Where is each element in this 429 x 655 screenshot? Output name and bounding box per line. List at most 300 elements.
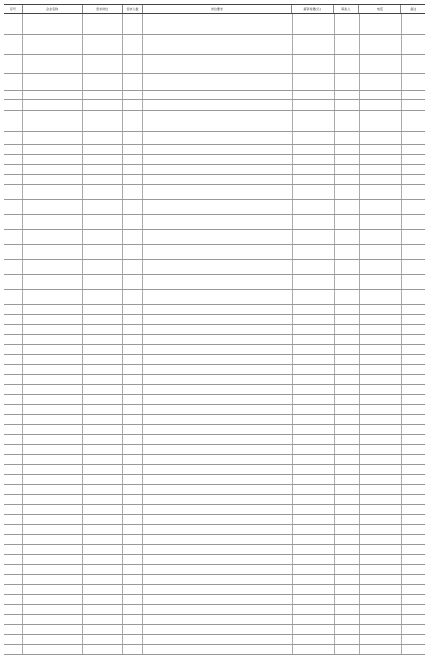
cell-contact [334,215,359,229]
cell-remark [401,455,425,464]
cell-salary [292,555,334,564]
table-row [4,35,425,55]
cell-salary [292,200,334,214]
table-row [4,260,425,275]
cell-no [4,100,22,110]
cell-contact [334,335,359,344]
cell-remark [401,425,425,434]
cell-salary [292,435,334,444]
cell-count [122,455,142,464]
table-row [4,145,425,155]
cell-count [122,405,142,414]
cell-remark [401,375,425,384]
cell-no [4,155,22,164]
cell-salary [292,545,334,554]
cell-company [22,345,82,354]
cell-phone [359,345,401,354]
cell-remark [401,100,425,110]
cell-no [4,375,22,384]
cell-req [142,132,292,144]
cell-no [4,555,22,564]
table-row [4,230,425,245]
cell-contact [334,100,359,110]
cell-company [22,445,82,454]
cell-contact [334,565,359,574]
cell-count [122,445,142,454]
cell-no [4,305,22,314]
cell-company [22,230,82,244]
cell-company [22,585,82,594]
cell-req [142,100,292,110]
cell-company [22,415,82,424]
cell-phone [359,555,401,564]
cell-position [82,275,122,289]
cell-remark [401,35,425,54]
cell-salary [292,100,334,110]
table-row [4,74,425,91]
cell-remark [401,132,425,144]
cell-no [4,260,22,274]
cell-contact [334,165,359,174]
cell-phone [359,185,401,199]
cell-count [122,535,142,544]
table-row [4,14,425,35]
cell-req [142,565,292,574]
cell-no [4,145,22,154]
cell-company [22,55,82,73]
cell-remark [401,111,425,131]
cell-count [122,335,142,344]
cell-phone [359,455,401,464]
cell-req [142,455,292,464]
table-row [4,365,425,375]
cell-remark [401,445,425,454]
cell-remark [401,165,425,174]
cell-company [22,435,82,444]
cell-req [142,645,292,654]
cell-phone [359,215,401,229]
cell-phone [359,335,401,344]
cell-no [4,645,22,654]
cell-remark [401,290,425,304]
cell-remark [401,575,425,584]
cell-company [22,555,82,564]
cell-no [4,495,22,504]
cell-contact [334,535,359,544]
cell-req [142,325,292,334]
cell-remark [401,145,425,154]
cell-req [142,165,292,174]
cell-phone [359,425,401,434]
cell-phone [359,605,401,614]
cell-salary [292,91,334,99]
recruitment-table [4,4,425,596]
cell-no [4,505,22,514]
cell-no [4,165,22,174]
cell-count [122,395,142,404]
cell-salary [292,14,334,34]
cell-company [22,111,82,131]
cell-phone [359,355,401,364]
cell-no [4,315,22,324]
cell-company [22,74,82,90]
cell-company [22,100,82,110]
table-row [4,200,425,215]
cell-remark [401,305,425,314]
header-position: 需求岗位 [82,5,122,13]
cell-position [82,425,122,434]
cell-company [22,375,82,384]
cell-position [82,505,122,514]
table-row [4,375,425,385]
cell-req [142,260,292,274]
cell-position [82,585,122,594]
cell-count [122,325,142,334]
cell-no [4,525,22,534]
cell-company [22,200,82,214]
table-row [4,335,425,345]
cell-req [142,445,292,454]
cell-req [142,395,292,404]
cell-contact [334,525,359,534]
cell-remark [401,91,425,99]
cell-salary [292,230,334,244]
cell-company [22,175,82,184]
cell-company [22,91,82,99]
cell-count [122,100,142,110]
cell-contact [334,555,359,564]
cell-no [4,215,22,229]
cell-contact [334,625,359,634]
cell-no [4,435,22,444]
cell-contact [334,485,359,494]
cell-salary [292,145,334,154]
cell-company [22,215,82,229]
cell-count [122,585,142,594]
table-row [4,445,425,455]
cell-contact [334,385,359,394]
cell-contact [334,395,359,404]
cell-phone [359,175,401,184]
cell-count [122,145,142,154]
cell-req [142,35,292,54]
cell-remark [401,325,425,334]
cell-req [142,405,292,414]
cell-req [142,625,292,634]
cell-req [142,545,292,554]
cell-salary [292,535,334,544]
cell-req [142,375,292,384]
cell-count [122,215,142,229]
cell-req [142,585,292,594]
cell-company [22,335,82,344]
cell-contact [334,375,359,384]
cell-no [4,415,22,424]
cell-salary [292,495,334,504]
cell-salary [292,425,334,434]
cell-remark [401,260,425,274]
cell-req [142,385,292,394]
cell-salary [292,485,334,494]
cell-contact [334,495,359,504]
cell-position [82,395,122,404]
cell-company [22,635,82,644]
cell-contact [334,200,359,214]
cell-salary [292,455,334,464]
cell-no [4,325,22,334]
cell-count [122,155,142,164]
cell-phone [359,35,401,54]
cell-count [122,355,142,364]
cell-req [142,435,292,444]
cell-position [82,385,122,394]
cell-count [122,575,142,584]
cell-no [4,425,22,434]
cell-position [82,175,122,184]
cell-company [22,615,82,624]
cell-position [82,575,122,584]
header-remark: 备注 [400,5,425,13]
cell-company [22,465,82,474]
cell-position [82,290,122,304]
table-row [4,355,425,365]
cell-no [4,445,22,454]
cell-company [22,325,82,334]
cell-count [122,55,142,73]
cell-position [82,615,122,624]
cell-no [4,230,22,244]
cell-remark [401,645,425,654]
cell-company [22,455,82,464]
cell-no [4,55,22,73]
cell-count [122,132,142,144]
cell-phone [359,14,401,34]
cell-count [122,165,142,174]
cell-no [4,185,22,199]
cell-salary [292,615,334,624]
cell-salary [292,365,334,374]
cell-phone [359,505,401,514]
cell-req [142,111,292,131]
cell-salary [292,260,334,274]
cell-no [4,615,22,624]
cell-phone [359,475,401,484]
cell-remark [401,565,425,574]
cell-req [142,515,292,524]
cell-req [142,315,292,324]
cell-contact [334,405,359,414]
cell-company [22,365,82,374]
header-contact: 联系人 [333,5,359,13]
cell-contact [334,132,359,144]
cell-salary [292,165,334,174]
cell-no [4,175,22,184]
cell-position [82,345,122,354]
cell-company [22,385,82,394]
cell-no [4,132,22,144]
cell-remark [401,385,425,394]
table-header [4,4,425,14]
cell-remark [401,365,425,374]
cell-contact [334,275,359,289]
table-body [4,14,425,655]
cell-no [4,74,22,90]
cell-req [142,485,292,494]
cell-salary [292,325,334,334]
table-row [4,215,425,230]
cell-phone [359,55,401,73]
cell-phone [359,445,401,454]
cell-remark [401,185,425,199]
table-row [4,165,425,175]
cell-position [82,111,122,131]
table-row [4,535,425,545]
cell-contact [334,185,359,199]
cell-remark [401,635,425,644]
cell-contact [334,605,359,614]
cell-remark [401,345,425,354]
cell-company [22,605,82,614]
cell-position [82,605,122,614]
cell-phone [359,525,401,534]
table-row [4,585,425,595]
cell-remark [401,555,425,564]
cell-company [22,245,82,259]
cell-company [22,275,82,289]
cell-req [142,575,292,584]
cell-remark [401,605,425,614]
cell-position [82,405,122,414]
cell-contact [334,545,359,554]
cell-remark [401,200,425,214]
table-row [4,55,425,74]
cell-salary [292,385,334,394]
cell-phone [359,275,401,289]
table-row [4,185,425,200]
table-row [4,435,425,445]
cell-salary [292,111,334,131]
cell-no [4,385,22,394]
header-count: 需求人数 [122,5,143,13]
cell-count [122,111,142,131]
cell-count [122,74,142,90]
cell-salary [292,635,334,644]
cell-no [4,275,22,289]
table-row [4,545,425,555]
table-row [4,615,425,625]
table-row [4,290,425,305]
cell-count [122,385,142,394]
cell-count [122,35,142,54]
header-no: 序号 [9,7,16,11]
cell-remark [401,475,425,484]
cell-count [122,565,142,574]
cell-position [82,625,122,634]
cell-company [22,395,82,404]
cell-position [82,455,122,464]
cell-company [22,405,82,414]
cell-remark [401,74,425,90]
cell-remark [401,615,425,624]
cell-count [122,605,142,614]
table-row [4,345,425,355]
cell-salary [292,645,334,654]
header-salary: 薪资待遇(元) [291,5,333,13]
cell-position [82,515,122,524]
cell-count [122,615,142,624]
cell-salary [292,35,334,54]
cell-contact [334,155,359,164]
cell-phone [359,315,401,324]
cell-no [4,111,22,131]
table-row [4,455,425,465]
cell-contact [334,365,359,374]
cell-company [22,535,82,544]
cell-req [142,465,292,474]
cell-position [82,635,122,644]
cell-position [82,165,122,174]
table-row [4,155,425,165]
cell-no [4,485,22,494]
cell-no [4,475,22,484]
cell-count [122,14,142,34]
cell-position [82,555,122,564]
cell-contact [334,345,359,354]
cell-phone [359,305,401,314]
cell-remark [401,545,425,554]
cell-remark [401,505,425,514]
cell-req [142,495,292,504]
cell-company [22,145,82,154]
cell-salary [292,505,334,514]
cell-salary [292,345,334,354]
cell-remark [401,525,425,534]
cell-contact [334,515,359,524]
table-row [4,305,425,315]
cell-remark [401,465,425,474]
cell-contact [334,355,359,364]
cell-req [142,215,292,229]
cell-company [22,305,82,314]
cell-phone [359,145,401,154]
cell-req [142,355,292,364]
table-row [4,465,425,475]
cell-req [142,200,292,214]
cell-company [22,485,82,494]
cell-salary [292,575,334,584]
cell-phone [359,435,401,444]
cell-no [4,355,22,364]
cell-no [4,365,22,374]
cell-company [22,185,82,199]
cell-position [82,475,122,484]
cell-phone [359,290,401,304]
cell-salary [292,55,334,73]
cell-remark [401,515,425,524]
cell-count [122,425,142,434]
cell-remark [401,395,425,404]
cell-no [4,405,22,414]
cell-position [82,91,122,99]
cell-req [142,14,292,34]
cell-position [82,35,122,54]
cell-req [142,275,292,289]
cell-no [4,575,22,584]
table-row [4,475,425,485]
table-row [4,505,425,515]
cell-remark [401,245,425,259]
cell-contact [334,615,359,624]
